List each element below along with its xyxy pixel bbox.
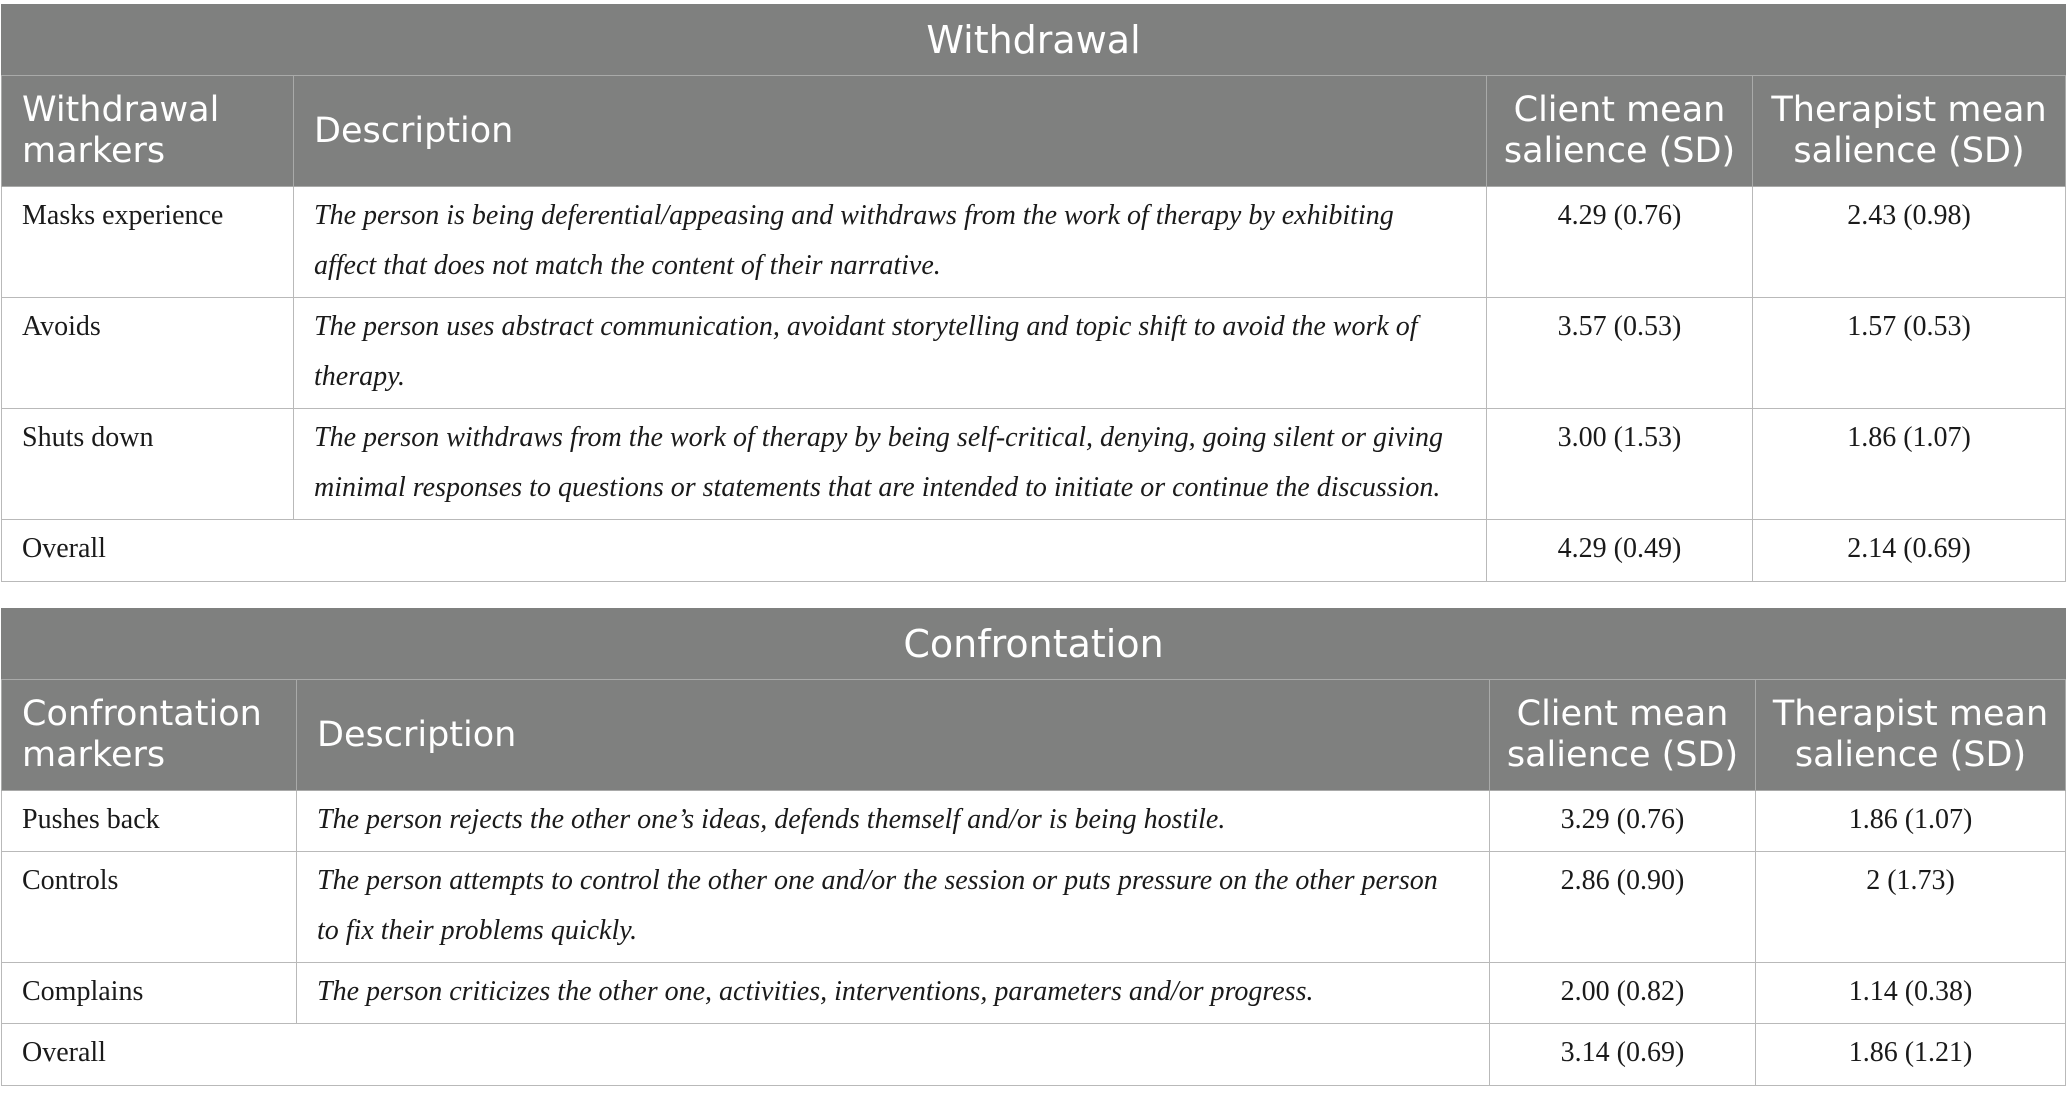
therapist-salience: 1.14 (0.38) [1756, 963, 2066, 1024]
marker-name: Masks experience [2, 187, 294, 298]
table-row [2, 187, 2066, 298]
overall-client-salience: 4.29 (0.49) [1487, 520, 1753, 582]
table-row [2, 852, 2066, 963]
column-header-markers: Confrontation markers [2, 680, 297, 791]
column-header-therapist: Therapist mean salience (SD) [1756, 680, 2066, 791]
header-row [2, 680, 2066, 791]
client-salience: 3.57 (0.53) [1487, 298, 1753, 409]
marker-description: The person is being deferential/appeasing and withdraws from the work of therapy by exhibiting affect that does not match the content of their narrative. [294, 187, 1487, 298]
column-header-client: Client mean salience (SD) [1487, 76, 1753, 187]
marker-description: The person rejects the other one’s ideas, defends themself and/or is being hostile. [297, 791, 1490, 852]
client-salience: 4.29 (0.76) [1487, 187, 1753, 298]
column-header-client: Client mean salience (SD) [1490, 680, 1756, 791]
header-row [2, 76, 2066, 187]
column-header-therapist: Therapist mean salience (SD) [1753, 76, 2066, 187]
table-title: Withdrawal [2, 5, 2066, 76]
marker-name: Shuts down [2, 409, 294, 520]
table-row [2, 409, 2066, 520]
confrontation-table [1, 608, 2066, 1086]
marker-name: Complains [2, 963, 297, 1024]
column-header-markers: Withdrawal markers [2, 76, 294, 187]
overall-therapist-salience: 1.86 (1.21) [1756, 1024, 2066, 1086]
table-title-row [2, 5, 2066, 76]
overall-label: Overall [2, 520, 1487, 582]
overall-row [2, 520, 2066, 582]
therapist-salience: 1.57 (0.53) [1753, 298, 2066, 409]
marker-name: Pushes back [2, 791, 297, 852]
marker-name: Controls [2, 852, 297, 963]
therapist-salience: 1.86 (1.07) [1753, 409, 2066, 520]
table-row [2, 791, 2066, 852]
overall-label: Overall [2, 1024, 1490, 1086]
marker-description: The person uses abstract communication, avoidant storytelling and topic shift to avoid the work of therapy. [294, 298, 1487, 409]
overall-client-salience: 3.14 (0.69) [1490, 1024, 1756, 1086]
overall-therapist-salience: 2.14 (0.69) [1753, 520, 2066, 582]
client-salience: 2.86 (0.90) [1490, 852, 1756, 963]
column-header-description: Description [294, 76, 1487, 187]
marker-name: Avoids [2, 298, 294, 409]
therapist-salience: 1.86 (1.07) [1756, 791, 2066, 852]
marker-description: The person attempts to control the other one and/or the session or puts pressure on the other person to fix their problems quickly. [297, 852, 1490, 963]
table-title-row [2, 609, 2066, 680]
client-salience: 3.29 (0.76) [1490, 791, 1756, 852]
column-header-description: Description [297, 680, 1490, 791]
withdrawal-table [1, 4, 2066, 582]
client-salience: 3.00 (1.53) [1487, 409, 1753, 520]
marker-description: The person withdraws from the work of therapy by being self-critical, denying, going silent or giving minimal responses to questions or statements that are intended to initiate or continue the discussion. [294, 409, 1487, 520]
table-row [2, 298, 2066, 409]
table-title: Confrontation [2, 609, 2066, 680]
marker-description: The person criticizes the other one, activities, interventions, parameters and/or progress. [297, 963, 1490, 1024]
therapist-salience: 2.43 (0.98) [1753, 187, 2066, 298]
client-salience: 2.00 (0.82) [1490, 963, 1756, 1024]
overall-row [2, 1024, 2066, 1086]
therapist-salience: 2 (1.73) [1756, 852, 2066, 963]
table-row [2, 963, 2066, 1024]
